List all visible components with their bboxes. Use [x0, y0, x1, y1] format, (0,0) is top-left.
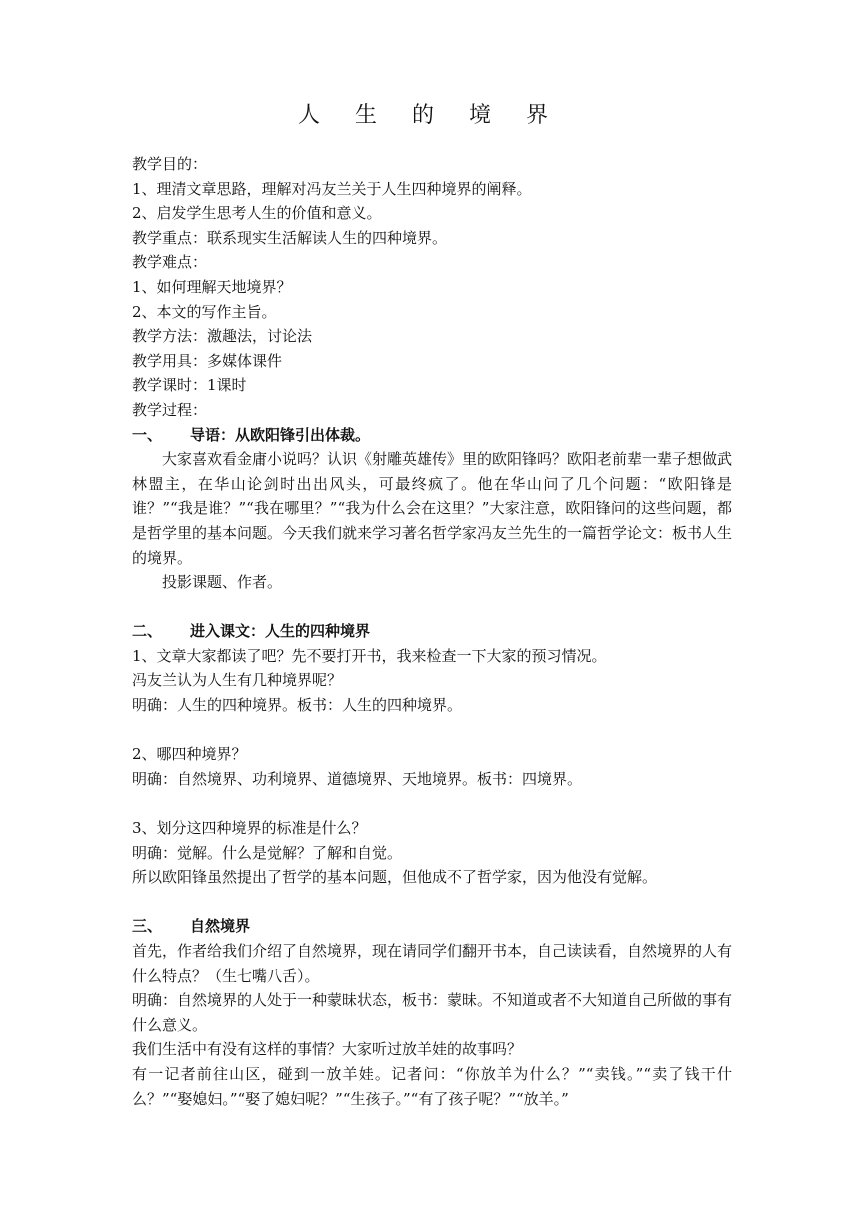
spacer: [132, 718, 732, 743]
teaching-hours: 教学课时：1课时: [132, 376, 247, 395]
section-title: 进入课文：人生的四种境界: [190, 622, 371, 641]
key-point: 教学重点：联系现实生活解读人生的四种境界。: [132, 228, 448, 247]
goal-item: 2、启发学生思考人生的价值和意义。: [132, 204, 382, 223]
page-title: 人 生 的 境 界: [298, 103, 562, 128]
goal-item: 1、理清文章思路，理解对冯友兰关于人生四种境界的阐释。: [132, 179, 532, 198]
section-number: 三、: [132, 917, 163, 936]
difficulty-item: 1、如何理解天地境界？: [132, 277, 292, 296]
section-number: 二、: [132, 622, 163, 641]
projection-note: 投影课题、作者。: [162, 573, 283, 592]
answer-1: 明确：人生的四种境界。板书：人生的四种境界。: [132, 696, 463, 715]
nature-paragraph-3: 我们生活中有没有这样的事情？大家听过放羊娃的故事吗？: [132, 1040, 523, 1059]
teaching-process: 教学过程：: [132, 400, 208, 419]
section-number: 一、: [132, 425, 163, 444]
question-1: 1、文章大家都读了吧？先不要打开书，我来检查一下大家的预习情况。: [132, 646, 607, 665]
answer-2: 明确：自然境界、功利境界、道德境界、天地境界。板书：四境界。: [132, 769, 583, 788]
section-heading-2: [132, 619, 732, 644]
question-2: 2、哪四种境界？: [132, 745, 247, 764]
answer-3b: 所以欧阳锋虽然提出了哲学的基本问题，但他成不了哲学家，因为他没有觉解。: [132, 868, 658, 887]
nature-paragraph-4: 有一记者前往山区，碰到一放羊娃。记者问：“你放羊为什么？”“卖钱。”“卖了钱干什么？”“娶媳妇。”“娶了媳妇呢？”“生孩子。”“有了孩子呢？”“放羊。”: [132, 1064, 732, 1108]
document-body: [132, 152, 732, 1111]
spacer: [132, 595, 732, 620]
goal-label: 教学目的：: [132, 155, 208, 173]
nature-paragraph-1: 首先，作者给我们介绍了自然境界，现在请同学们翻开书本，自己读读看，自然境界的人有什么特点？（生七嘴八舌）。: [132, 942, 733, 985]
question-1b: 冯友兰认为人生有几种境界呢？: [132, 671, 343, 690]
section-title: 自然境界: [190, 917, 251, 936]
spacer: [132, 791, 732, 816]
difficulty-label: 教学难点：: [132, 253, 208, 272]
section-heading-3: [132, 914, 732, 939]
section-title: 导语：从欧阳锋引出体裁。: [190, 425, 371, 444]
teaching-tools: 教学用具：多媒体课件: [132, 351, 283, 370]
spacer: [132, 890, 732, 915]
answer-3: 明确：觉解。什么是觉解？了解和自觉。: [132, 843, 403, 862]
question-3: 3、划分这四种境界的标准是什么？: [132, 819, 367, 838]
nature-paragraph-2: 明确：自然境界的人处于一种蒙昧状态，板书：蒙昧。不知道或者不大知道自己所做的事有什么意义。: [132, 991, 733, 1034]
teaching-method: 教学方法：激趣法，讨论法: [132, 327, 313, 346]
difficulty-item: 2、本文的写作主旨。: [132, 302, 277, 321]
section-heading-1: [132, 423, 732, 448]
intro-paragraph: 大家喜欢看金庸小说吗？认识《射雕英雄传》里的欧阳锋吗？欧阳老前辈一辈子想做武林盟主，在华山论剑时出出风头，可最终疯了。他在华山问了几个问题：“欧阳锋是谁？”“我是谁？”“我在哪里？”“我为什么会在这里？”大家注意，欧阳锋问的这些问题，都是哲学里的基本问题。今天我们就来学习著名哲学家冯友兰先生的一篇哲学论文：板书人生的境界。: [132, 450, 733, 567]
